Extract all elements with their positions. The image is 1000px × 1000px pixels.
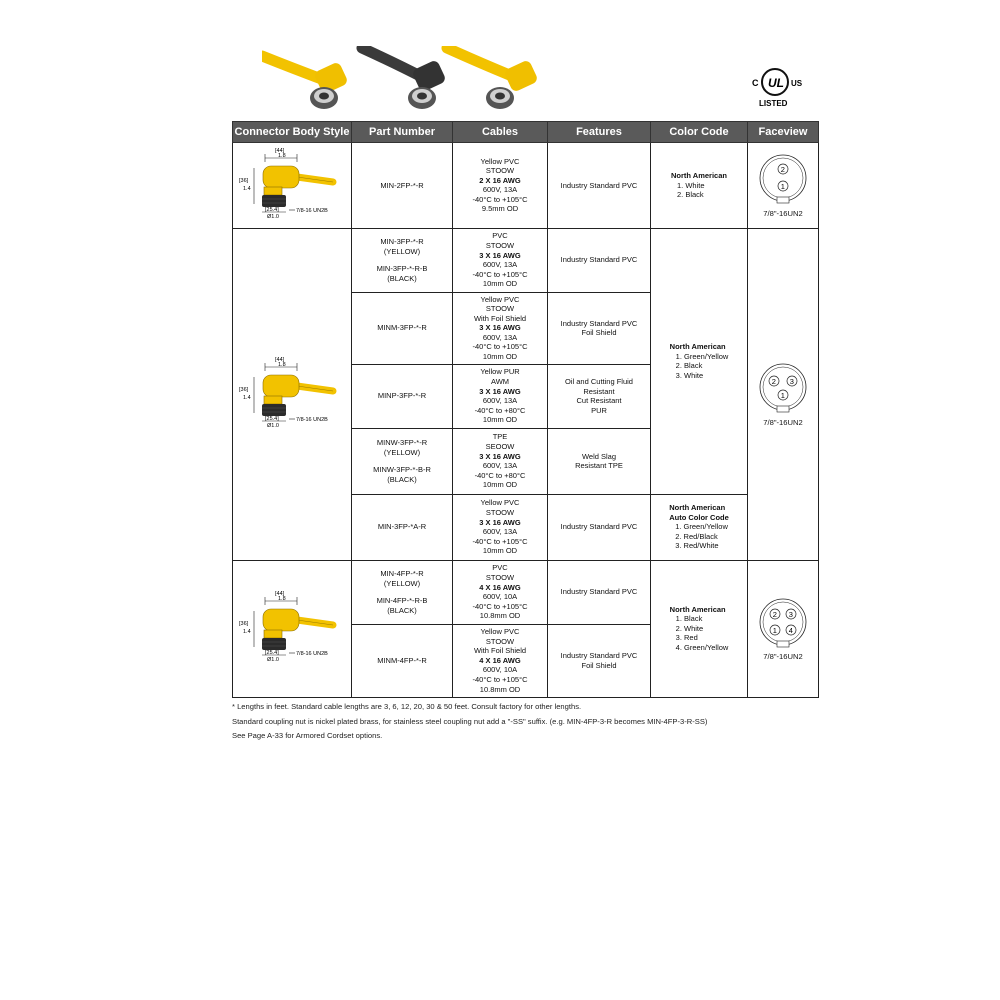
color-code-item: 1. Green/Yellow <box>675 522 728 532</box>
svg-text:Ø1.0: Ø1.0 <box>267 422 279 429</box>
cable-spec: 3 X 16 AWG <box>479 451 521 461</box>
part-number: MINM-3FP-*-R <box>377 323 427 333</box>
part-number-cell <box>352 560 453 624</box>
color-code-item: 3. White <box>675 370 704 380</box>
column-header: Part Number <box>352 122 453 143</box>
feature-text: Industry Standard PVC <box>560 651 638 660</box>
feature-text: Industry Standard PVC <box>560 180 638 190</box>
feature-text: Industry Standard PVC <box>560 318 638 328</box>
cable-spec: STOOW <box>485 304 515 314</box>
pin-1 <box>778 390 788 400</box>
table-row <box>233 560 819 624</box>
color-code-item: 1. Green/Yellow <box>675 351 729 361</box>
faceview-label: 7/8"-16UN2 <box>763 652 803 662</box>
svg-text:1.8: 1.8 <box>278 153 286 159</box>
svg-text:1: 1 <box>780 390 785 400</box>
cable-spec: 600V, 13A <box>482 260 518 270</box>
table-header-row <box>233 122 819 143</box>
cable-spec: 10mm OD <box>482 415 518 425</box>
cable-spec: AWM <box>490 376 510 386</box>
cable-spec: -40°C to +105°C <box>472 342 528 352</box>
cable-cell <box>453 143 548 229</box>
svg-text:UL: UL <box>768 76 784 90</box>
cable-spec: 600V, 13A <box>482 396 518 406</box>
pin-1 <box>770 625 780 635</box>
cable-spec: 10mm OD <box>482 279 518 289</box>
svg-text:7/8-16 UN2B: 7/8-16 UN2B <box>296 651 328 658</box>
svg-text:1: 1 <box>780 182 785 192</box>
cable-cell <box>453 624 548 697</box>
part-number: MIN-2FP-*-R <box>380 180 424 190</box>
cable-spec: Yellow PVC <box>480 627 520 637</box>
spec-table <box>232 121 819 698</box>
ul-listed-logo <box>748 62 808 110</box>
part-number-cell <box>352 364 453 428</box>
cable-spec: 10.8mm OD <box>479 684 521 694</box>
feature-text: Resistant <box>583 386 615 396</box>
svg-text:1.8: 1.8 <box>278 596 286 603</box>
cable-spec: With Foil Shield <box>473 313 527 323</box>
column-header: Features <box>548 122 651 143</box>
svg-text:[36]: [36] <box>239 178 249 184</box>
cable-spec: -40°C to +80°C <box>474 405 526 415</box>
cable-spec: STOOW <box>485 507 515 517</box>
cable-spec: 600V, 13A <box>482 332 518 342</box>
faceview-label: 7/8"-16UN2 <box>763 208 803 218</box>
cable-spec: 600V, 10A <box>482 592 518 602</box>
part-number: (BLACK) <box>387 605 417 615</box>
cable-spec: TPE <box>492 432 508 442</box>
features-cell <box>548 228 651 292</box>
part-number: MIN-3FP-*-R-B <box>376 264 428 274</box>
svg-text:[36]: [36] <box>239 621 249 628</box>
feature-text: Oil and Cutting Fluid <box>565 376 633 386</box>
color-code-item: 4. Green/Yellow <box>675 642 729 652</box>
part-number-cell <box>352 228 453 292</box>
feature-text: Industry Standard PVC <box>560 255 638 265</box>
feature-text: Industry Standard PVC <box>560 587 638 597</box>
column-header: Faceview <box>748 122 819 143</box>
connector-body-style-cell <box>233 560 352 697</box>
color-code-title: North American <box>671 170 727 180</box>
part-number: MINW-3FP-*-R <box>376 437 428 447</box>
pin-2 <box>769 376 779 386</box>
cable-spec: Yellow PVC <box>480 498 520 508</box>
cable-spec: 3 X 16 AWG <box>479 517 521 527</box>
svg-text:[25.4]: [25.4] <box>265 415 279 422</box>
color-code-item: 2. White <box>675 623 704 633</box>
color-code-subtitle: Auto Color Code <box>669 512 729 522</box>
pin-2 <box>770 609 780 619</box>
color-code-title: North American <box>669 503 726 513</box>
cable-spec: -40°C to +80°C <box>474 470 526 480</box>
features-cell <box>548 143 651 229</box>
feature-text: Foil Shield <box>581 660 617 670</box>
part-number: (BLACK) <box>387 273 417 283</box>
cable-spec: -40°C to +105°C <box>472 674 528 684</box>
feature-text: Foil Shield <box>581 328 617 338</box>
cable-spec: -40°C to +105°C <box>472 269 528 279</box>
pin-2 <box>778 164 788 174</box>
svg-text:[25.4]: [25.4] <box>265 650 279 657</box>
svg-text:C: C <box>752 78 759 88</box>
cable-cell <box>453 560 548 624</box>
color-code-cell <box>651 228 748 494</box>
footnote: * Lengths in feet. Standard cable lengths are 3, 6, 12, 20, 30 & 50 feet. Consult factory for other lengths. <box>232 702 582 711</box>
cable-cell <box>453 428 548 494</box>
column-header: Cables <box>453 122 548 143</box>
cable-spec: With Foil Shield <box>473 646 527 656</box>
svg-text:LISTED: LISTED <box>759 99 788 108</box>
part-number-cell <box>352 624 453 697</box>
faceview-cell <box>748 143 819 229</box>
feature-text: Industry Standard PVC <box>560 522 638 532</box>
color-code-item: 2. Black <box>677 190 704 200</box>
pin-4 <box>786 625 796 635</box>
part-number: MINW-3FP-*-B-R <box>373 465 431 475</box>
faceview-pin-diagram <box>755 152 811 206</box>
product-photos <box>262 46 552 116</box>
cable-spec: 10mm OD <box>482 480 518 490</box>
part-number-cell <box>352 292 453 364</box>
pin-1 <box>778 181 788 191</box>
features-cell <box>548 292 651 364</box>
cable-spec: 10mm OD <box>482 352 518 362</box>
connector-dimension-drawing <box>237 587 347 667</box>
part-number: (YELLOW) <box>383 447 421 457</box>
cable-cell <box>453 292 548 364</box>
color-code-item: 1. White <box>677 180 705 190</box>
svg-text:1.4: 1.4 <box>243 394 251 401</box>
part-number: MIN-3FP-*-R <box>380 236 424 246</box>
cable-spec: 3 X 16 AWG <box>479 386 521 396</box>
color-code-item: 1. Black <box>675 614 703 624</box>
part-number-cell <box>352 494 453 560</box>
part-number-cell <box>352 143 453 229</box>
features-cell <box>548 494 651 560</box>
cable-spec: 600V, 13A <box>482 185 518 195</box>
cable-spec: 4 X 16 AWG <box>479 582 521 592</box>
cable-spec: STOOW <box>485 572 515 582</box>
feature-text: Weld Slag <box>581 451 617 461</box>
connector-dimension-drawing <box>237 353 347 433</box>
footnote: Standard coupling nut is nickel plated brass, for stainless steel coupling nut add a "-SS" suffix. (e.g. MIN-4FP-3-R becomes MIN-4FP-3-R-SS) <box>232 716 708 726</box>
cable-spec: 600V, 13A <box>482 461 518 471</box>
color-code-block <box>670 605 729 653</box>
connector-body-style-cell <box>233 143 352 229</box>
color-code-title: North American <box>669 341 726 351</box>
svg-text:1.4: 1.4 <box>243 186 251 192</box>
yellow-connector-image-2 <box>447 48 539 109</box>
color-code-block <box>669 503 729 551</box>
cable-spec: PVC <box>492 231 508 241</box>
color-code-cell <box>651 143 748 229</box>
connector-dimension-drawing <box>237 144 347 224</box>
cable-spec: -40°C to +105°C <box>472 536 528 546</box>
cable-spec: 3 X 16 AWG <box>479 323 521 333</box>
color-code-block <box>670 342 729 380</box>
cable-spec: -40°C to +105°C <box>472 601 528 611</box>
features-cell <box>548 624 651 697</box>
column-header: Color Code <box>651 122 748 143</box>
color-code-block <box>671 171 727 200</box>
cable-spec: SEOOW <box>485 441 515 451</box>
pin-3 <box>787 376 797 386</box>
cable-spec: 10.8mm OD <box>479 611 521 621</box>
faceview-label: 7/8"-16UN2 <box>763 417 803 427</box>
svg-text:3: 3 <box>789 376 794 386</box>
svg-text:[36]: [36] <box>239 386 249 393</box>
svg-text:[44]: [44] <box>275 148 285 154</box>
svg-text:[44]: [44] <box>275 356 285 363</box>
cable-spec: Yellow PUR <box>480 367 520 377</box>
cable-spec: Yellow PVC <box>480 156 520 166</box>
part-number: (BLACK) <box>387 474 417 484</box>
svg-text:US: US <box>791 79 803 88</box>
cable-cell <box>453 364 548 428</box>
part-number: MIN-3FP-*A-R <box>377 522 427 532</box>
part-number: (YELLOW) <box>383 578 421 588</box>
color-code-cell <box>651 494 748 560</box>
svg-text:1: 1 <box>772 625 777 635</box>
cable-spec: 600V, 10A <box>482 665 518 675</box>
cable-spec: 4 X 16 AWG <box>479 655 521 665</box>
cable-spec: -40°C to +105°C <box>472 194 528 204</box>
svg-text:1.4: 1.4 <box>243 629 251 636</box>
svg-text:2: 2 <box>780 165 785 175</box>
feature-text: Cut Resistant <box>576 396 622 406</box>
feature-text: Resistant TPE <box>575 461 623 471</box>
cable-spec: Yellow PVC <box>480 294 520 304</box>
svg-text:7/8-16 UN2B: 7/8-16 UN2B <box>296 208 328 214</box>
faceview-cell <box>748 560 819 697</box>
faceview-cell <box>748 228 819 560</box>
color-code-item: 2. Red/Black <box>675 531 718 541</box>
color-code-title: North American <box>669 604 726 614</box>
table-row <box>233 143 819 229</box>
table-row <box>233 228 819 292</box>
part-number: MINM-4FP-*-R <box>377 655 427 665</box>
cable-spec: STOOW <box>485 636 515 646</box>
svg-text:1.8: 1.8 <box>278 361 286 368</box>
cable-spec: 9.5mm OD <box>481 204 519 214</box>
faceview-pin-diagram <box>755 596 811 650</box>
part-number: MIN-4FP-*-R-B <box>376 596 428 606</box>
cable-spec: 3 X 16 AWG <box>479 250 521 260</box>
svg-text:Ø1.0: Ø1.0 <box>267 214 279 220</box>
features-cell <box>548 364 651 428</box>
cable-cell <box>453 228 548 292</box>
connector-body-style-cell <box>233 228 352 560</box>
yellow-connector-image <box>262 56 349 109</box>
svg-text:3: 3 <box>788 609 793 619</box>
color-code-item: 2. Black <box>675 361 703 371</box>
svg-text:[44]: [44] <box>275 591 285 598</box>
feature-text: PUR <box>591 405 607 415</box>
cable-spec: 600V, 13A <box>482 527 518 537</box>
part-number: (YELLOW) <box>383 246 421 256</box>
features-cell <box>548 560 651 624</box>
svg-text:Ø1.0: Ø1.0 <box>267 657 279 664</box>
svg-text:7/8-16 UN2B: 7/8-16 UN2B <box>296 416 328 423</box>
column-header: Connector Body Style <box>233 122 352 143</box>
cable-spec: 10mm OD <box>482 546 518 556</box>
cable-spec: PVC <box>492 563 508 573</box>
svg-text:4: 4 <box>788 625 793 635</box>
color-code-item: 3. Red <box>675 633 698 643</box>
part-number: MIN-4FP-*-R <box>380 568 424 578</box>
color-code-item: 3. Red/White <box>675 541 719 551</box>
color-code-cell <box>651 560 748 697</box>
part-number: MINP-3FP-*-R <box>377 391 427 401</box>
part-number-cell <box>352 428 453 494</box>
footnotes <box>232 700 832 744</box>
svg-text:2: 2 <box>772 609 777 619</box>
cable-cell <box>453 494 548 560</box>
cable-spec: 2 X 16 AWG <box>479 175 521 185</box>
features-cell <box>548 428 651 494</box>
faceview-pin-diagram <box>755 361 811 415</box>
pin-3 <box>786 609 796 619</box>
svg-text:[25.4]: [25.4] <box>265 207 279 213</box>
black-connector-image <box>362 48 447 109</box>
cable-spec: STOOW <box>485 166 515 176</box>
footnote: See Page A-33 for Armored Cordset options. <box>232 731 383 740</box>
svg-text:2: 2 <box>771 376 776 386</box>
cable-spec: STOOW <box>485 240 515 250</box>
